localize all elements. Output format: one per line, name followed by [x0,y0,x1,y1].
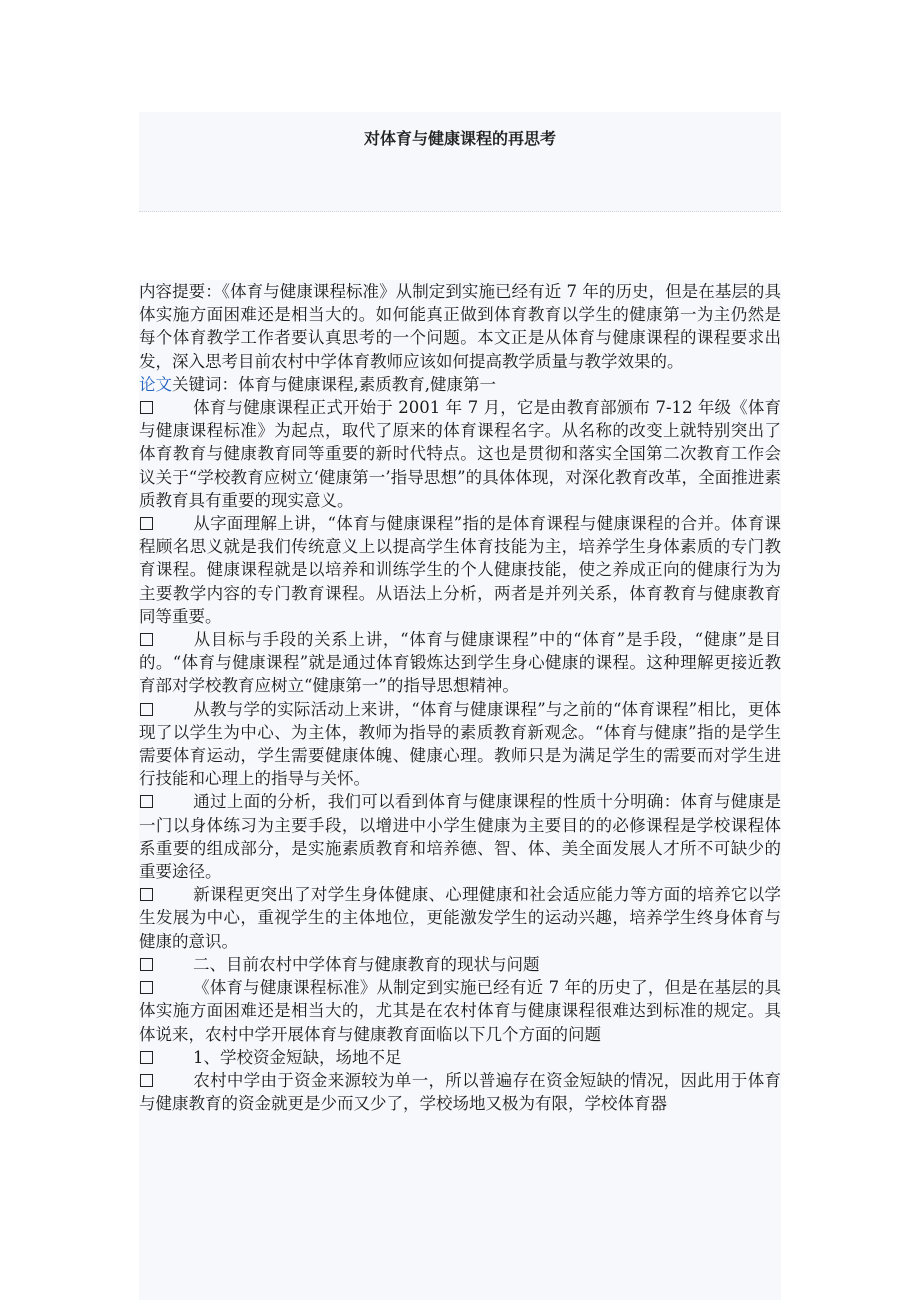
paragraph-5: 通过上面的分析，我们可以看到体育与健康课程的性质十分明确：体育与健康是一门以身体练习为主要手段，以增进中小学生健康为主要目的的必修课程是学校课程体系重要的组成部分，是实施素质教育和培养德、智、体、美全面发展人才所不可缺少的重要途径。 [139,792,781,882]
checkbox-glyph-icon [140,795,153,808]
paragraph-6: 新课程更突出了对学生身体健康、心理健康和社会适应能力等方面的培养它以学生发展为中心，重视学生的主体地位，更能激发学生的运动兴趣，培养学生终身体育与健康的意识。 [139,885,781,951]
section-heading: 二、目前农村中学体育与健康教育的现状与问题 [139,953,781,976]
subsection-heading: 1、学校资金短缺，场地不足 [139,1046,781,1069]
checkbox-glyph-icon [140,401,153,414]
checkbox-glyph-icon [140,958,153,971]
abstract: 内容提要：《体育与健康课程标准》从制定到实施已经有近 7 年的历史，但是在基层的具体实施方面困难还是相当大的。如何能真正做到体育教育以学生的健康第一为主仍然是每个体育教学工作者要认真思考的一个问题。本文正是从体育与健康课程的课程要求出发，深入思考目前农村中学体育教师应该如何提高教学质量与教学效果的。 [139,282,781,371]
checkbox-glyph-icon [140,888,153,901]
keywords-line [139,373,781,396]
paragraph-3: 从目标与手段的关系上讲，“体育与健康课程”中的“体育”是手段，“健康”是目的。“体育与健康课程”就是通过体育锻炼达到学生身心健康的课程。这种理解更接近教育部对学校教育应树立“健康第一”的指导思想精神。 [139,630,781,696]
keywords-text: 关键词：体育与健康课程,素质教育,健康第一 [172,374,496,394]
checkbox-glyph-icon [140,517,153,530]
paragraph-2: 从字面理解上讲，“体育与健康课程”指的是体育课程与健康课程的合并。体育课程顾名思义就是我们传统意义上以提高学生体育技能为主，培养学生身体素质的专门教育课程。健康课程就是以培养和训练学生的个人健康技能，使之养成正向的健康行为为主要教学内容的专门教育课程。从语法上分析，两者是并列关系，体育教育与健康教育同等重要。 [139,514,781,626]
paragraph-7: 《体育与健康课程标准》从制定到实施已经有近 7 年的历史了，但是在基层的具体实施方面困难还是相当大的，尤其是在农村体育与健康课程很难达到标准的规定。具体说来，农村中学开展体育与健康教育面临以下几个方面的问题 [139,978,781,1044]
paragraph-8: 农村中学由于资金来源较为单一，所以普遍存在资金短缺的情况，因此用于体育与健康教育的资金就更是少而又少了，学校场地又极为有限，学校体育器 [139,1070,781,1114]
keywords-link[interactable]: 论文 [139,374,172,394]
checkbox-glyph-icon [140,1051,153,1064]
checkbox-glyph-icon [140,633,153,646]
document-title: 对体育与健康课程的再思考 [363,129,556,148]
paragraph-4: 从教与学的实际活动上来讲，“体育与健康课程”与之前的“体育课程”相比，更体现了以学生为中心、为主体，教师为指导的素质教育新观念。“体育与健康”指的是学生需要体育运动，学生需要健康体魄、健康心理。教师只是为满足学生的需要而对学生进行技能和心理上的指导与关怀。 [139,699,781,789]
document-body [139,280,781,1115]
checkbox-glyph-icon [140,703,153,716]
paragraph-1: 体育与健康课程正式开始于 2001 年 7 月，它是由教育部颁布 7-12 年级《体育与健康课程标准》为起点，取代了原来的体育课程名字。从名称的改变上就特别突出了体育教育与健康教育同等重要的新时代特点。这也是贯彻和落实全国第二次教育工作会议关于“学校教育应树立‘健康第一’指导思想”的具体体现，对深化教育改革，全面推进素质教育具有重要的现实意义。 [139,398,781,510]
title-panel [139,112,781,212]
checkbox-glyph-icon [140,981,153,994]
document-page [139,112,781,1114]
checkbox-glyph-icon [140,1074,153,1087]
